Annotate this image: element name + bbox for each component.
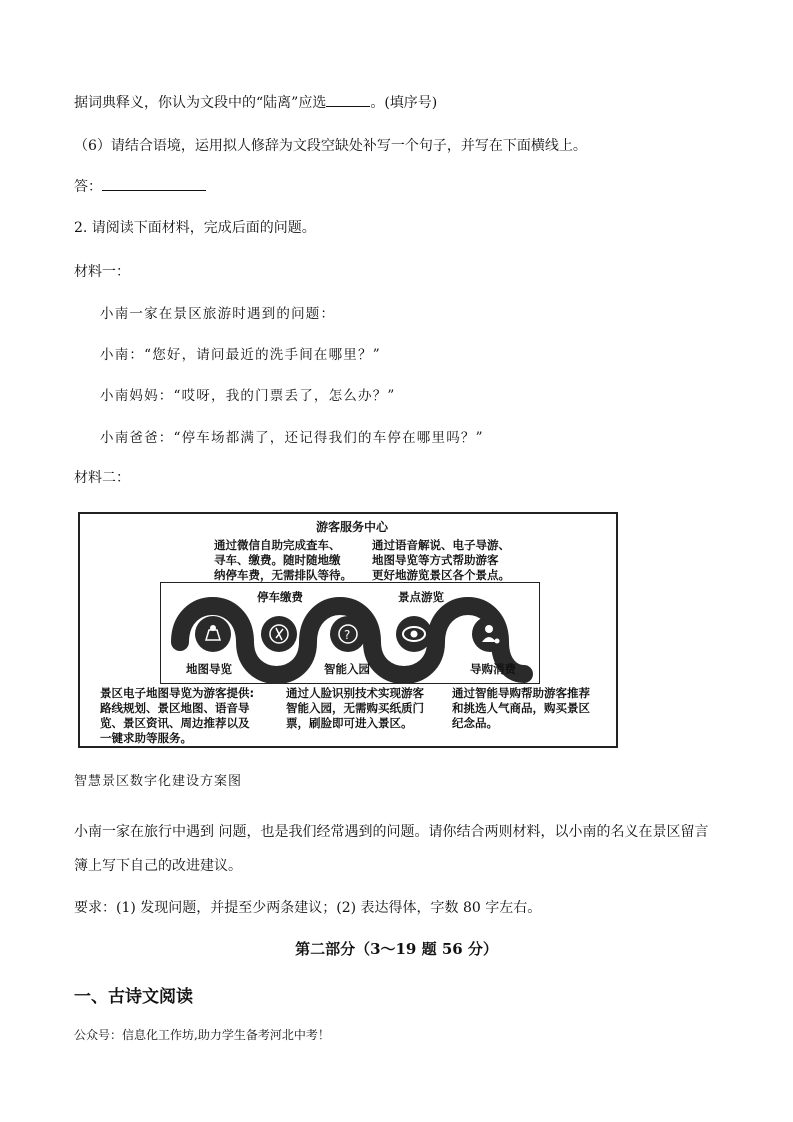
answer-blank[interactable]	[102, 176, 206, 191]
description-line: 智能入园，无需购买纸质门	[286, 701, 424, 715]
description-line: 纳停车费，无需排队等待。	[214, 568, 352, 582]
part-2-title: 第二部分（3～19 题 56 分）	[295, 940, 498, 958]
question-2-heading: 2. 请阅读下面材料，完成后面的问题。	[74, 220, 316, 236]
shopping-description	[452, 686, 590, 731]
parking-icon	[261, 616, 297, 652]
question-6: （6）请结合语境，运用拟人修辞为文段空缺处补写一个句子，并写在下面横线上。	[74, 138, 587, 154]
task-line-2: 簿上写下自己的改进建议。	[74, 858, 242, 874]
label-shopping: 导购消费	[470, 662, 516, 676]
story-line: 小南爸爸：“停车场都满了，还记得我们的车停在哪里吗？”	[100, 430, 484, 446]
footer-note: 公众号：信息化工作坊,助力学生备考河北中考！	[74, 1028, 330, 1042]
description-line: 路线规划、景区地图、语音导	[100, 701, 250, 715]
description-line: 纪念品。	[452, 716, 498, 730]
requirement-line: 要求：(1) 发现问题，并提至少两条建议；(2) 表达得体，字数 80 字左右。	[74, 900, 542, 916]
dictionary-question	[74, 92, 437, 113]
task-line-1: 小南一家在旅行中遇到 问题，也是我们经常遇到的问题。请你结合两则材料，以小南的名义在景区留言	[74, 824, 709, 840]
label-sightseeing: 景点游览	[398, 590, 444, 604]
description-line: 寻车、缴费。随时随地缴	[214, 553, 341, 567]
dictionary-question-suffix: 。(填序号)	[370, 95, 438, 111]
eye-icon	[396, 616, 432, 652]
description-line: 票，刷脸即可进入景区。	[286, 716, 413, 730]
description-line: 景区电子地图导览为游客提供:	[100, 686, 255, 700]
description-line: 览、景区资讯、周边推荐以及	[100, 716, 250, 730]
description-line: 通过智能导购帮助游客推荐	[452, 686, 590, 700]
description-line: 一键求助等服务。	[100, 731, 192, 745]
smart-scenic-diagram	[78, 512, 618, 748]
map-pin-icon	[195, 616, 231, 652]
description-line: 地图导览等方式帮助游客	[372, 553, 499, 567]
fill-blank[interactable]	[326, 92, 370, 107]
smart-entry-description	[286, 686, 424, 731]
diagram-caption: 智慧景区数字化建设方案图	[74, 774, 243, 789]
question-icon	[330, 616, 366, 652]
answer-label: 答：	[74, 179, 102, 195]
description-line: 更好地游览景区各个景点。	[372, 568, 510, 582]
map-guide-description	[100, 686, 254, 746]
shopper-icon	[472, 616, 508, 652]
answer-line	[74, 176, 206, 197]
svg-text:?: ?	[344, 628, 351, 642]
description-line: 通过语音解说、电子导游、	[372, 538, 510, 552]
diagram-title: 游客服务中心	[316, 520, 389, 534]
label-smart-entry: 智能入园	[324, 662, 370, 676]
description-line: 通过人脸识别技术实现游客	[286, 686, 424, 700]
story-line: 小南：“您好，请问最近的洗手间在哪里？”	[100, 347, 381, 363]
story-line: 小南妈妈：“哎呀，我的门票丢了，怎么办？”	[100, 388, 396, 404]
label-map-guide: 地图导览	[186, 662, 232, 676]
description-line: 通过微信自助完成查车、	[214, 538, 341, 552]
story-line: 小南一家在景区旅游时遇到的问题：	[100, 306, 336, 322]
description-line: 和挑选人气商品，购买景区	[452, 701, 590, 715]
label-parking: 停车缴费	[257, 590, 303, 604]
material-1-label: 材料一：	[74, 264, 130, 280]
dictionary-question-text: 据词典释义，你认为文段中的“陆离”应选	[74, 95, 327, 111]
material-2-label: 材料二：	[74, 470, 130, 486]
section-title: 一、古诗文阅读	[74, 987, 193, 1007]
